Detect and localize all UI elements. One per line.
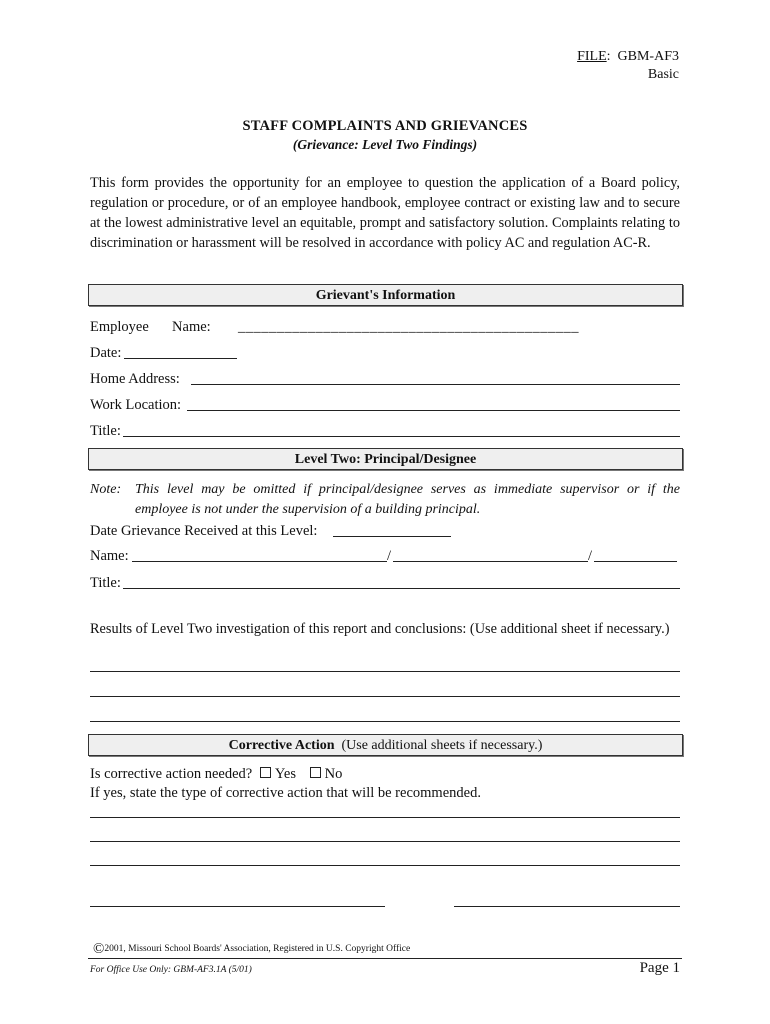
employee-name-field[interactable]: ____________________________________________	[237, 319, 579, 335]
level-two-title-row	[90, 573, 121, 593]
no-label: No	[324, 766, 343, 782]
yes-checkbox[interactable]	[260, 767, 271, 778]
home-address-label: Home Address:	[90, 371, 180, 387]
file-label: FILE	[577, 49, 607, 64]
no-checkbox[interactable]	[310, 767, 321, 778]
note-label: Note:	[90, 482, 122, 497]
level-two-name-field-3[interactable]	[594, 561, 677, 562]
grievant-section-title: Grievant's Information	[315, 288, 456, 303]
copyright-symbol: ©	[93, 941, 105, 957]
grievant-section-header	[88, 284, 683, 306]
level-two-section-header	[88, 448, 683, 470]
corrective-line-2[interactable]	[90, 841, 680, 842]
date-received-field[interactable]	[333, 536, 451, 537]
date-label: Date:	[90, 345, 122, 361]
name-label: Name:	[172, 319, 211, 335]
page-title: STAFF COMPLAINTS AND GRIEVANCES	[242, 118, 528, 134]
results-instructions: Results of Level Two investigation of this report and conclusions: (Use additional sheet if necessary.)	[90, 621, 670, 637]
level-two-note	[90, 480, 680, 520]
results-line-2[interactable]	[90, 696, 680, 697]
level-two-name-field-2[interactable]	[393, 561, 588, 562]
copyright-text: 2001, Missouri School Boards' Association, Registered in U.S. Copyright Office	[104, 944, 411, 954]
level-two-name-row	[90, 546, 129, 566]
date-received-label: Date Grievance Received at this Level:	[90, 523, 318, 539]
corrective-line-1[interactable]	[90, 817, 680, 818]
name-separator-1: /	[387, 548, 392, 564]
corrective-followup: If yes, state the type of corrective action that will be recommended.	[90, 785, 481, 801]
employee-name-row	[90, 317, 579, 337]
yes-label: Yes	[274, 766, 296, 782]
work-location-field[interactable]	[187, 410, 680, 411]
results-line-1[interactable]	[90, 671, 680, 672]
office-use-note: For Office Use Only: GBM-AF3.1A (5/01)	[90, 965, 252, 975]
name-separator-2: /	[588, 548, 593, 564]
home-address-row	[90, 369, 180, 389]
intro-paragraph: This form provides the opportunity for an employee to question the application of a Board policy, regulation or procedure, or of an employee handbook, employee contract or existing law and to secure at the lowest administrative level an equitable, prompt and satisfactory solution. Complaints relating to discrimination or harassment will be resolved in accordance with policy AC and regulation AC-R.	[90, 175, 680, 251]
employee-label: Employee	[90, 319, 149, 335]
level-two-section-title: Level Two: Principal/Designee	[294, 452, 477, 467]
file-type: Basic	[647, 67, 679, 82]
corrective-line-3[interactable]	[90, 865, 680, 866]
work-location-row	[90, 395, 181, 415]
footer-divider	[88, 958, 682, 959]
page-subtitle: (Grievance: Level Two Findings)	[292, 137, 478, 152]
work-location-label: Work Location:	[90, 397, 182, 413]
date-field[interactable]	[124, 358, 237, 359]
corrective-section-header	[88, 734, 683, 756]
file-code: GBM-AF3	[617, 49, 679, 64]
corrective-section-title: Corrective Action	[228, 738, 335, 753]
corrective-question-row	[90, 764, 342, 784]
corrective-section-note: (Use additional sheets if necessary.)	[341, 738, 543, 753]
title-field[interactable]	[123, 436, 680, 437]
level-two-title-label: Title:	[90, 575, 121, 591]
signature-line-right[interactable]	[454, 906, 680, 907]
corrective-question: Is corrective action needed?	[90, 766, 253, 782]
note-text: This level may be omitted if principal/designee serves as immediate supervisor or if the employee is not under the supervision of a building principal.	[135, 482, 680, 517]
title-row	[90, 421, 121, 441]
signature-line-left[interactable]	[90, 906, 385, 907]
results-line-3[interactable]	[90, 721, 680, 722]
level-two-name-label: Name:	[90, 548, 129, 564]
date-received-row	[90, 521, 317, 541]
copyright-notice	[93, 941, 410, 958]
title-label: Title:	[90, 423, 121, 439]
file-reference: FILE: GBM-AF3 Basic	[577, 49, 679, 82]
level-two-name-field[interactable]	[132, 561, 387, 562]
date-row	[90, 343, 121, 363]
level-two-title-field[interactable]	[123, 588, 680, 589]
home-address-field[interactable]	[191, 384, 680, 385]
page-number: Page 1	[639, 960, 680, 976]
